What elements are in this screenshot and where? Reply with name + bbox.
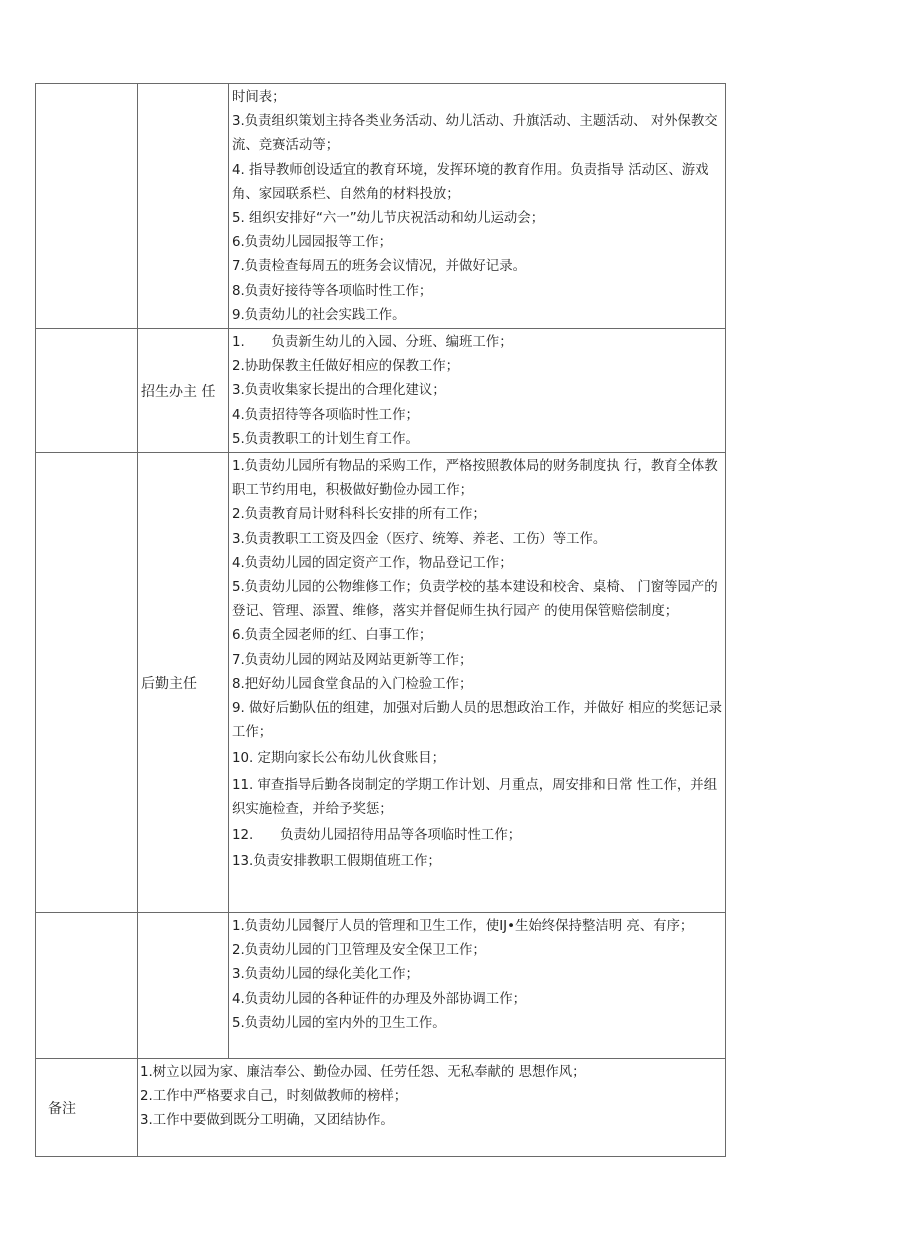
note-label: 备注 [36, 1059, 138, 1157]
duty-line: 5.负责幼儿园的室内外的卫生工作。 [232, 1015, 446, 1031]
duty-cell [229, 913, 726, 1059]
duty-line: 8.把好幼儿园食堂食品的入门检验工作； [232, 676, 473, 692]
duty-line: 11. 审查指导后勤各岗制定的学期工作计划、月重点，周安排和日常 性工作，并组织实施检查，并给予奖惩； [232, 777, 718, 817]
duty-line: 9. 做好后勤队伍的组建，加强对后勤人员的思想政治工作，并做好 相应的奖惩记录工作； [232, 701, 722, 741]
duty-line: 10. 定期向家长公布幼儿伙食账目； [232, 751, 446, 767]
duty-line: 2.协助保教主任做好相应的保教工作； [232, 359, 460, 375]
table-row [36, 1059, 726, 1157]
duty-line: 5.负责幼儿园的公物维修工作；负责学校的基本建设和校舍、桌椅、 门窗等园产的登记、管理、添置、维修，落实并督促师生执行园产 的使用保管赔偿制度； [232, 580, 718, 620]
role-cell: 后勤主任 [138, 453, 229, 913]
duty-line: 12. 负责幼儿园招待用品等各项临时性工作； [232, 828, 522, 844]
table-row [36, 453, 726, 913]
role-cell: 招生办主 任 [138, 329, 229, 453]
note-line: 3.工作中要做到既分工明确，又团结协作。 [140, 1113, 394, 1129]
role-cell [138, 84, 229, 329]
duty-line: 2.负责幼儿园的门卫管理及安全保卫工作； [232, 943, 486, 959]
duty-line: 6.负责全园老师的红、白事工作； [232, 628, 433, 644]
duty-line: 4.负责幼儿园的固定资产工作，物品登记工作； [232, 555, 513, 571]
duty-line: 13.负责安排教职工假期值班工作； [232, 854, 441, 870]
table-cell-blank [36, 453, 138, 913]
table-cell-blank [36, 913, 138, 1059]
duty-line: 4.负责招待等各项临时性工作； [232, 407, 419, 423]
duty-line: 4.负责幼儿园的各种证件的办理及外部协调工作； [232, 991, 526, 1007]
note-line: 2.工作中严格要求自己，时刻做教师的榜样； [140, 1089, 408, 1105]
duty-line: 时间表； [232, 90, 286, 105]
duty-line: 3.负责组织策划主持各类业务活动、幼儿活动、升旗活动、主题活动、 对外保教交流、竞赛活动等； [232, 114, 718, 154]
duty-line: 3.负责教职工工资及四金（医疗、统筹、养老、工伤）等工作。 [232, 531, 607, 547]
duty-line: 3.负责收集家长提出的合理化建议； [232, 383, 446, 399]
note-line: 1.树立以园为家、廉洁奉公、勤俭办园、任劳任怨、无私奉献的 思想作风； [140, 1065, 586, 1081]
duty-line: 7.负责幼儿园的网站及网站更新等工作； [232, 652, 473, 668]
duty-line: 7.负责检查每周五的班务会议情况，并做好记录。 [232, 259, 526, 275]
duty-line: 9.负责幼儿的社会实践工作。 [232, 307, 406, 323]
duty-line: 4. 指导教师创设适宜的教育环境，发挥环境的教育作用。负责指导 活动区、游戏角、家园联系栏、自然角的材料投放； [232, 162, 709, 202]
duty-line: 2.负责教育局计财科科长安排的所有工作； [232, 507, 486, 523]
duty-line: 8.负责好接待等各项临时性工作； [232, 283, 433, 299]
table-row [36, 913, 726, 1059]
duty-table [35, 83, 726, 1157]
table-cell-blank [36, 84, 138, 329]
duty-cell [229, 453, 726, 913]
role-cell [138, 913, 229, 1059]
table-row [36, 84, 726, 329]
table-row [36, 329, 726, 453]
duty-line: 5. 组织安排好“六一”幼儿节庆祝活动和幼儿运动会； [232, 211, 545, 227]
duty-line: 6.负责幼儿园园报等工作； [232, 235, 393, 251]
table-cell-blank [36, 329, 138, 453]
duty-line: 1.负责幼儿园餐厅人员的管理和卫生工作，使IJ•生始终保持整洁明 亮、有序； [232, 919, 694, 935]
duty-line: 1. 负责新生幼儿的入园、分班、编班工作； [232, 335, 513, 351]
duty-line: 5.负责教职工的计划生育工作。 [232, 431, 419, 447]
duty-cell [229, 329, 726, 453]
duty-cell [229, 84, 726, 329]
note-cell [138, 1059, 726, 1157]
duty-line: 3.负责幼儿园的绿化美化工作； [232, 967, 419, 983]
duty-line: 1.负责幼儿园所有物品的采购工作，严格按照教体局的财务制度执 行，教育全体教职工节约用电，积极做好勤俭办园工作； [232, 459, 718, 499]
